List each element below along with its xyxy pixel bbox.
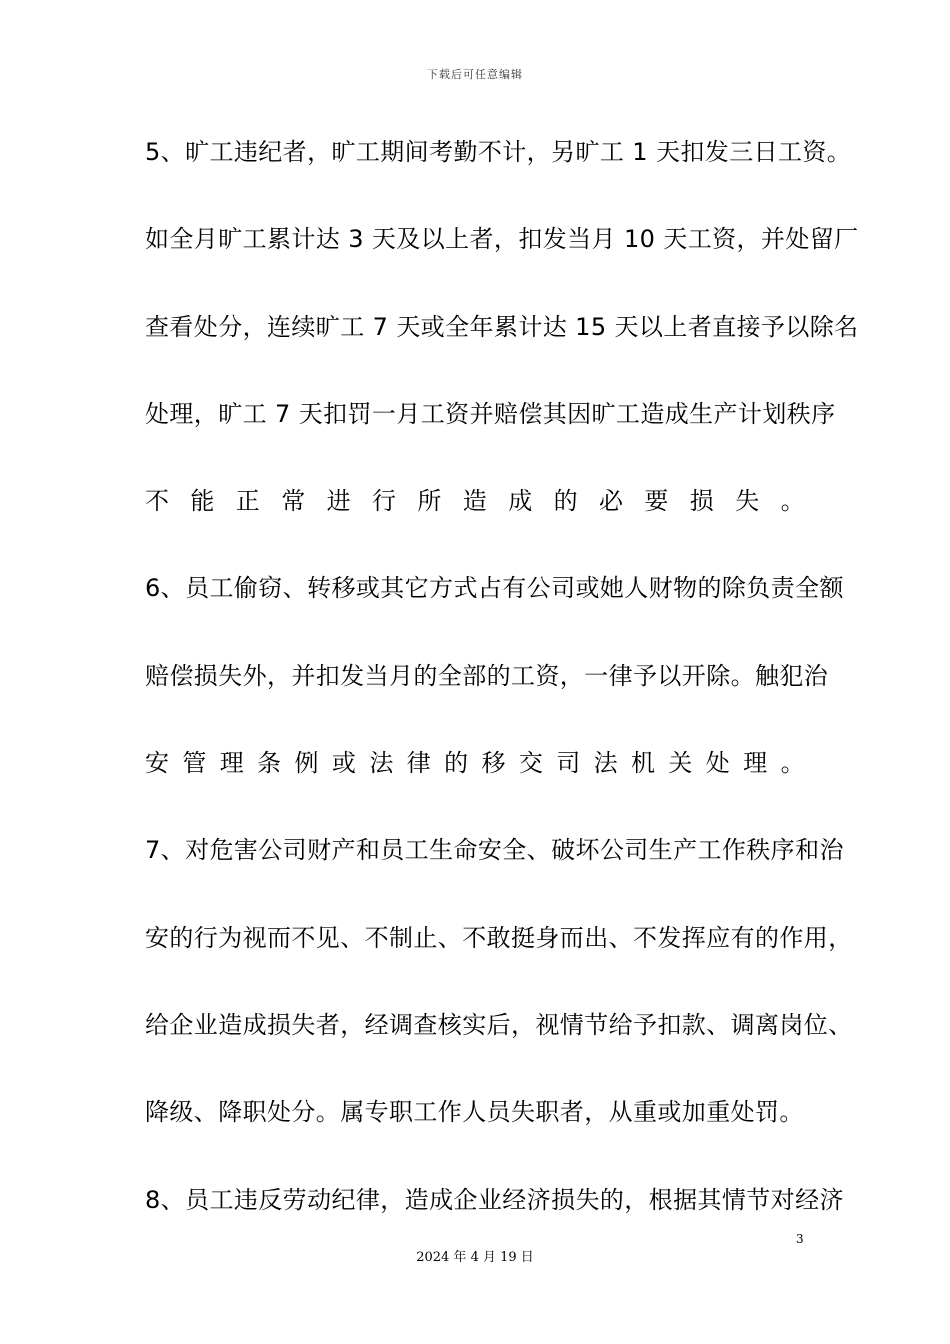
body-line: 赔偿损失外，并扣发当月的全部的工资，一律予以开除。触犯治 bbox=[145, 661, 829, 690]
body-line: 7、对危害公司财产和员工生命安全、破坏公司生产工作秩序和治 bbox=[145, 836, 844, 865]
body-line: 安 管 理 条 例 或 法 律 的 移 交 司 法 机 关 处 理 。 bbox=[145, 749, 805, 778]
body-line: 8、员工违反劳动纪律，造成企业经济损失的，根据其情节对经济 bbox=[145, 1185, 844, 1214]
page-number: 3 bbox=[796, 1232, 804, 1246]
page-header: 下载后可任意编辑 bbox=[427, 68, 523, 81]
body-line: 处理，旷工 7 天扣罚一月工资并赔偿其因旷工造成生产计划秩序 bbox=[145, 399, 836, 428]
body-line: 5、旷工违纪者，旷工期间考勤不计，另旷工 1 天扣发三日工资。 bbox=[145, 138, 852, 166]
footer-date: 2024 年 4 月 19 日 bbox=[416, 1250, 534, 1265]
body-line: 安的行为视而不见、不制止、不敢挺身而出、不发挥应有的作用， bbox=[145, 923, 853, 952]
body-line: 查看处分，连续旷工 7 天或全年累计达 15 天以上者直接予以除名 bbox=[145, 312, 859, 341]
body-text bbox=[145, 130, 859, 1265]
body-line: 不 能 正 常 进 行 所 造 成 的 必 要 损 失 。 bbox=[145, 487, 805, 516]
body-line: 降级、降职处分。属专职工作人员失职者，从重或加重处罚。 bbox=[145, 1098, 804, 1127]
body-line: 给企业造成损失者，经调查核实后，视情节给予扣款、调离岗位、 bbox=[145, 1010, 853, 1039]
body-line: 如全月旷工累计达 3 天及以上者，扣发当月 10 天工资，并处留厂 bbox=[145, 225, 859, 254]
body-line: 6、员工偷窃、转移或其它方式占有公司或她人财物的除负责全额 bbox=[145, 574, 844, 603]
